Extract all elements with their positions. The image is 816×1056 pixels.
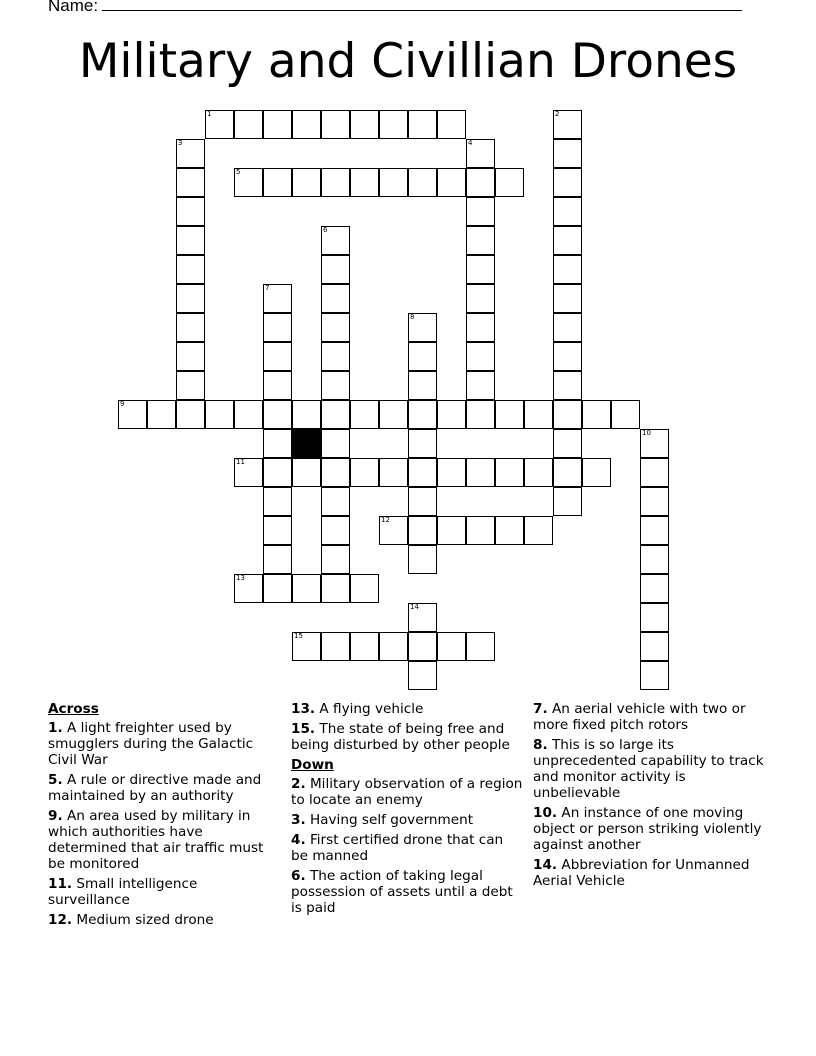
clue-column-3 bbox=[533, 701, 765, 893]
grid-cell[interactable] bbox=[582, 458, 611, 487]
name-field[interactable] bbox=[48, 0, 742, 16]
grid-cell[interactable] bbox=[292, 110, 321, 139]
grid-cell[interactable] bbox=[176, 371, 205, 400]
clue-number: 1 bbox=[207, 110, 212, 118]
grid-cell[interactable] bbox=[263, 313, 292, 342]
grid-cell[interactable] bbox=[321, 632, 350, 661]
grid-cell[interactable] bbox=[321, 255, 350, 284]
grid-cell[interactable] bbox=[437, 458, 466, 487]
clue-across-12: 12. Medium sized drone bbox=[48, 912, 214, 928]
clue-number: 8 bbox=[410, 313, 415, 321]
grid-cell[interactable] bbox=[553, 313, 582, 342]
clue-down-3: 3. Having self government bbox=[291, 812, 474, 828]
grid-cell[interactable] bbox=[553, 226, 582, 255]
grid-cell[interactable] bbox=[582, 400, 611, 429]
grid-cell[interactable] bbox=[553, 400, 582, 429]
clue-down-8: 8. This is so large its unprecedented capability to track and monitor activity is unbelievable bbox=[533, 737, 764, 801]
grid-cell-4[interactable] bbox=[466, 139, 495, 168]
grid-cell[interactable] bbox=[350, 458, 379, 487]
grid-cell[interactable] bbox=[234, 110, 263, 139]
grid-cell[interactable] bbox=[321, 545, 350, 574]
grid-cell[interactable] bbox=[466, 226, 495, 255]
clue-down-10: 10. An instance of one moving object or person striking violently against another bbox=[533, 805, 762, 853]
grid-cell[interactable] bbox=[437, 516, 466, 545]
grid-cell[interactable] bbox=[147, 400, 176, 429]
grid-cell[interactable] bbox=[176, 342, 205, 371]
puzzle-title: Military and Civillian Drones bbox=[78, 34, 738, 89]
grid-cell-3[interactable] bbox=[176, 139, 205, 168]
grid-cell[interactable] bbox=[321, 168, 350, 197]
name-underline[interactable] bbox=[102, 0, 742, 11]
grid-cell[interactable] bbox=[350, 110, 379, 139]
grid-cell[interactable] bbox=[524, 458, 553, 487]
grid-cell[interactable] bbox=[640, 661, 669, 690]
grid-cell-12[interactable] bbox=[379, 516, 408, 545]
grid-cell[interactable] bbox=[176, 313, 205, 342]
grid-cell[interactable] bbox=[466, 342, 495, 371]
grid-cell[interactable] bbox=[640, 603, 669, 632]
down-heading: Down bbox=[291, 757, 334, 773]
grid-cell[interactable] bbox=[321, 313, 350, 342]
clue-down-4: 4. First certified drone that can be manned bbox=[291, 832, 504, 864]
grid-cell[interactable] bbox=[408, 110, 437, 139]
grid-cell-1[interactable] bbox=[205, 110, 234, 139]
grid-cell-5[interactable] bbox=[234, 168, 263, 197]
grid-cell-7[interactable] bbox=[263, 284, 292, 313]
grid-cell[interactable] bbox=[466, 284, 495, 313]
grid-cell[interactable] bbox=[437, 632, 466, 661]
clue-number: 3 bbox=[178, 139, 183, 147]
grid-cell[interactable] bbox=[263, 516, 292, 545]
grid-cell[interactable] bbox=[205, 400, 234, 429]
grid-cell[interactable] bbox=[176, 284, 205, 313]
grid-cell-8[interactable] bbox=[408, 313, 437, 342]
grid-cell[interactable] bbox=[263, 545, 292, 574]
grid-cell[interactable] bbox=[292, 458, 321, 487]
clue-number: 7 bbox=[265, 284, 270, 292]
grid-cell[interactable] bbox=[350, 168, 379, 197]
grid-cell[interactable] bbox=[466, 197, 495, 226]
grid-cell-6[interactable] bbox=[321, 226, 350, 255]
grid-cell[interactable] bbox=[553, 458, 582, 487]
grid-cell[interactable] bbox=[408, 545, 437, 574]
grid-cell[interactable] bbox=[640, 487, 669, 516]
grid-cell[interactable] bbox=[292, 574, 321, 603]
clue-across-13: 13. A flying vehicle bbox=[291, 701, 424, 717]
grid-cell[interactable] bbox=[263, 168, 292, 197]
name-label: Name: bbox=[48, 0, 99, 15]
grid-cell[interactable] bbox=[553, 371, 582, 400]
grid-cell[interactable] bbox=[466, 371, 495, 400]
clue-number: 12 bbox=[381, 516, 390, 524]
grid-cell[interactable] bbox=[321, 110, 350, 139]
clue-number: 5 bbox=[236, 168, 241, 176]
grid-cell[interactable] bbox=[408, 458, 437, 487]
grid-cell[interactable] bbox=[408, 371, 437, 400]
grid-cell[interactable] bbox=[292, 168, 321, 197]
clue-number: 2 bbox=[555, 110, 560, 118]
grid-cell[interactable] bbox=[263, 574, 292, 603]
grid-cell[interactable] bbox=[408, 661, 437, 690]
grid-cell-13[interactable] bbox=[234, 574, 263, 603]
grid-cell[interactable] bbox=[263, 110, 292, 139]
grid-cell[interactable] bbox=[495, 168, 524, 197]
grid-cell[interactable] bbox=[466, 255, 495, 284]
grid-cell[interactable] bbox=[263, 342, 292, 371]
grid-cell-15[interactable] bbox=[292, 632, 321, 661]
grid-cell[interactable] bbox=[553, 139, 582, 168]
grid-cell[interactable] bbox=[321, 400, 350, 429]
grid-cell[interactable] bbox=[263, 487, 292, 516]
grid-cell[interactable] bbox=[640, 574, 669, 603]
clue-number: 10 bbox=[642, 429, 651, 437]
clue-number: 4 bbox=[468, 139, 473, 147]
grid-cell[interactable] bbox=[321, 284, 350, 313]
grid-cell[interactable] bbox=[466, 458, 495, 487]
clue-across-1: 1. A light freighter used by smugglers during the Galactic Civil War bbox=[48, 720, 254, 768]
grid-cell-9[interactable] bbox=[118, 400, 147, 429]
grid-cell[interactable] bbox=[466, 168, 495, 197]
grid-cell[interactable] bbox=[553, 284, 582, 313]
grid-cell[interactable] bbox=[350, 400, 379, 429]
grid-cell[interactable] bbox=[263, 371, 292, 400]
clue-down-2: 2. Military observation of a region to locate an enemy bbox=[291, 776, 523, 808]
grid-cell[interactable] bbox=[640, 632, 669, 661]
grid-cell[interactable] bbox=[321, 429, 350, 458]
grid-cell[interactable] bbox=[379, 400, 408, 429]
grid-cell[interactable] bbox=[408, 429, 437, 458]
grid-cell[interactable] bbox=[553, 487, 582, 516]
grid-cell[interactable] bbox=[466, 632, 495, 661]
grid-cell[interactable] bbox=[524, 516, 553, 545]
clue-down-14: 14. Abbreviation for Unmanned Aerial Vehicle bbox=[533, 857, 750, 889]
grid-cell-14[interactable] bbox=[408, 603, 437, 632]
grid-cell[interactable] bbox=[408, 342, 437, 371]
clue-across-9: 9. An area used by military in which authorities have determined that air traffic must be monitored bbox=[48, 808, 264, 872]
grid-cell[interactable] bbox=[379, 110, 408, 139]
grid-cell[interactable] bbox=[495, 516, 524, 545]
grid-cell[interactable] bbox=[176, 168, 205, 197]
grid-cell[interactable] bbox=[553, 342, 582, 371]
across-heading: Across bbox=[48, 701, 99, 717]
grid-cell[interactable] bbox=[321, 371, 350, 400]
clue-across-11: 11. Small intelligence surveillance bbox=[48, 876, 198, 908]
clue-down-6: 6. The action of taking legal possession of assets until a debt is paid bbox=[291, 868, 513, 916]
grid-cell[interactable] bbox=[466, 313, 495, 342]
grid-cell[interactable] bbox=[553, 429, 582, 458]
grid-cell[interactable] bbox=[321, 458, 350, 487]
grid-cell[interactable] bbox=[379, 458, 408, 487]
clue-down-7: 7. An aerial vehicle with two or more fixed pitch rotors bbox=[533, 701, 746, 733]
grid-cell[interactable] bbox=[466, 516, 495, 545]
clue-number: 11 bbox=[236, 458, 245, 466]
grid-cell[interactable] bbox=[234, 400, 263, 429]
grid-cell[interactable] bbox=[292, 400, 321, 429]
grid-cell[interactable] bbox=[611, 400, 640, 429]
clue-across-15: 15. The state of being free and being disturbed by other people bbox=[291, 721, 510, 753]
grid-cell[interactable] bbox=[640, 458, 669, 487]
grid-cell-11[interactable] bbox=[234, 458, 263, 487]
clue-number: 15 bbox=[294, 632, 303, 640]
clue-column-2 bbox=[291, 701, 523, 920]
grid-cell[interactable] bbox=[408, 400, 437, 429]
grid-cell[interactable] bbox=[408, 632, 437, 661]
grid-cell[interactable] bbox=[321, 487, 350, 516]
grid-cell-10[interactable] bbox=[640, 429, 669, 458]
grid-cell[interactable] bbox=[176, 255, 205, 284]
grid-cell[interactable] bbox=[495, 400, 524, 429]
grid-cell[interactable] bbox=[176, 226, 205, 255]
clue-number: 13 bbox=[236, 574, 245, 582]
grid-cell[interactable] bbox=[321, 342, 350, 371]
grid-cell[interactable] bbox=[553, 168, 582, 197]
grid-cell[interactable] bbox=[437, 400, 466, 429]
grid-cell-2[interactable] bbox=[553, 110, 582, 139]
grid-cell[interactable] bbox=[408, 168, 437, 197]
grid-cell[interactable] bbox=[437, 110, 466, 139]
grid-cell[interactable] bbox=[437, 168, 466, 197]
grid-cell[interactable] bbox=[640, 516, 669, 545]
clue-across-5: 5. A rule or directive made and maintained by an authority bbox=[48, 772, 262, 804]
grid-cell[interactable] bbox=[263, 400, 292, 429]
grid-cell[interactable] bbox=[350, 632, 379, 661]
grid-cell[interactable] bbox=[350, 574, 379, 603]
clue-number: 9 bbox=[120, 400, 125, 408]
clue-column-1 bbox=[48, 701, 280, 932]
grid-cell[interactable] bbox=[408, 516, 437, 545]
grid-cell[interactable] bbox=[466, 400, 495, 429]
grid-cell[interactable] bbox=[640, 545, 669, 574]
grid-cell[interactable] bbox=[321, 516, 350, 545]
grid-cell[interactable] bbox=[553, 197, 582, 226]
grid-cell[interactable] bbox=[379, 168, 408, 197]
grid-cell[interactable] bbox=[408, 487, 437, 516]
grid-cell[interactable] bbox=[176, 197, 205, 226]
grid-cell[interactable] bbox=[379, 632, 408, 661]
clue-number: 14 bbox=[410, 603, 419, 611]
grid-cell[interactable] bbox=[263, 429, 292, 458]
grid-cell[interactable] bbox=[176, 400, 205, 429]
grid-cell[interactable] bbox=[321, 574, 350, 603]
grid-block bbox=[292, 429, 321, 458]
grid-cell[interactable] bbox=[263, 458, 292, 487]
grid-cell[interactable] bbox=[553, 255, 582, 284]
grid-cell[interactable] bbox=[524, 400, 553, 429]
grid-cell[interactable] bbox=[495, 458, 524, 487]
clue-number: 6 bbox=[323, 226, 328, 234]
